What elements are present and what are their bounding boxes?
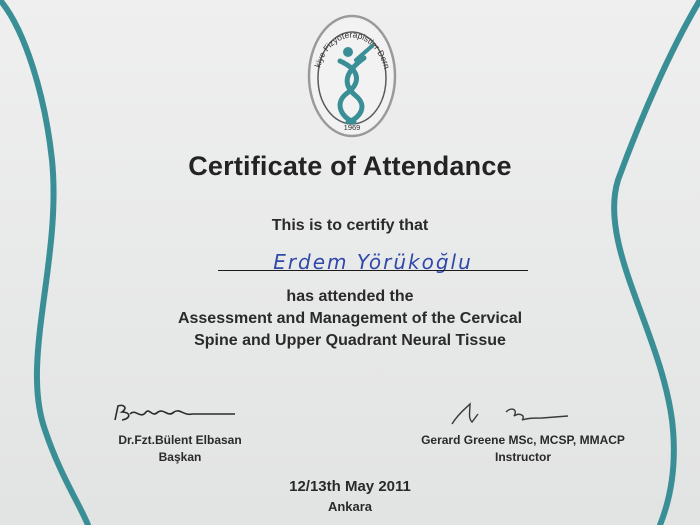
certify-text: This is to certify that: [271, 217, 429, 234]
left-border-curve: [0, 0, 88, 525]
course-title-line2: Spine and Upper Quadrant Neural Tissue: [194, 332, 506, 349]
logo-org-name: kiye Fizyoterapistler Dern: [312, 29, 393, 70]
certificate-title: Certificate of Attendance: [188, 151, 512, 181]
left-signer-name: Dr.Fzt.Bülent Elbasan: [118, 433, 242, 447]
left-signature: [110, 398, 240, 428]
right-signer-block: [408, 432, 638, 466]
course-place: Ankara: [327, 499, 373, 514]
left-signer-block: [95, 432, 265, 466]
recipient-name: Erdem Yörükoğlu: [273, 250, 473, 274]
course-title-line1: Assessment and Management of the Cervical: [177, 310, 523, 327]
course-date: 12/13th May 2011: [289, 478, 411, 495]
right-signature: [448, 400, 578, 430]
attended-text: has attended the: [286, 288, 414, 305]
name-underline: [218, 270, 528, 271]
right-signer-role: Instructor: [494, 450, 551, 464]
right-signer-name: Gerard Greene MSc, MCSP, MMACP: [421, 433, 625, 447]
left-signer-role: Başkan: [158, 450, 202, 464]
logo-year: 1969: [343, 123, 361, 132]
association-logo: [302, 6, 402, 146]
